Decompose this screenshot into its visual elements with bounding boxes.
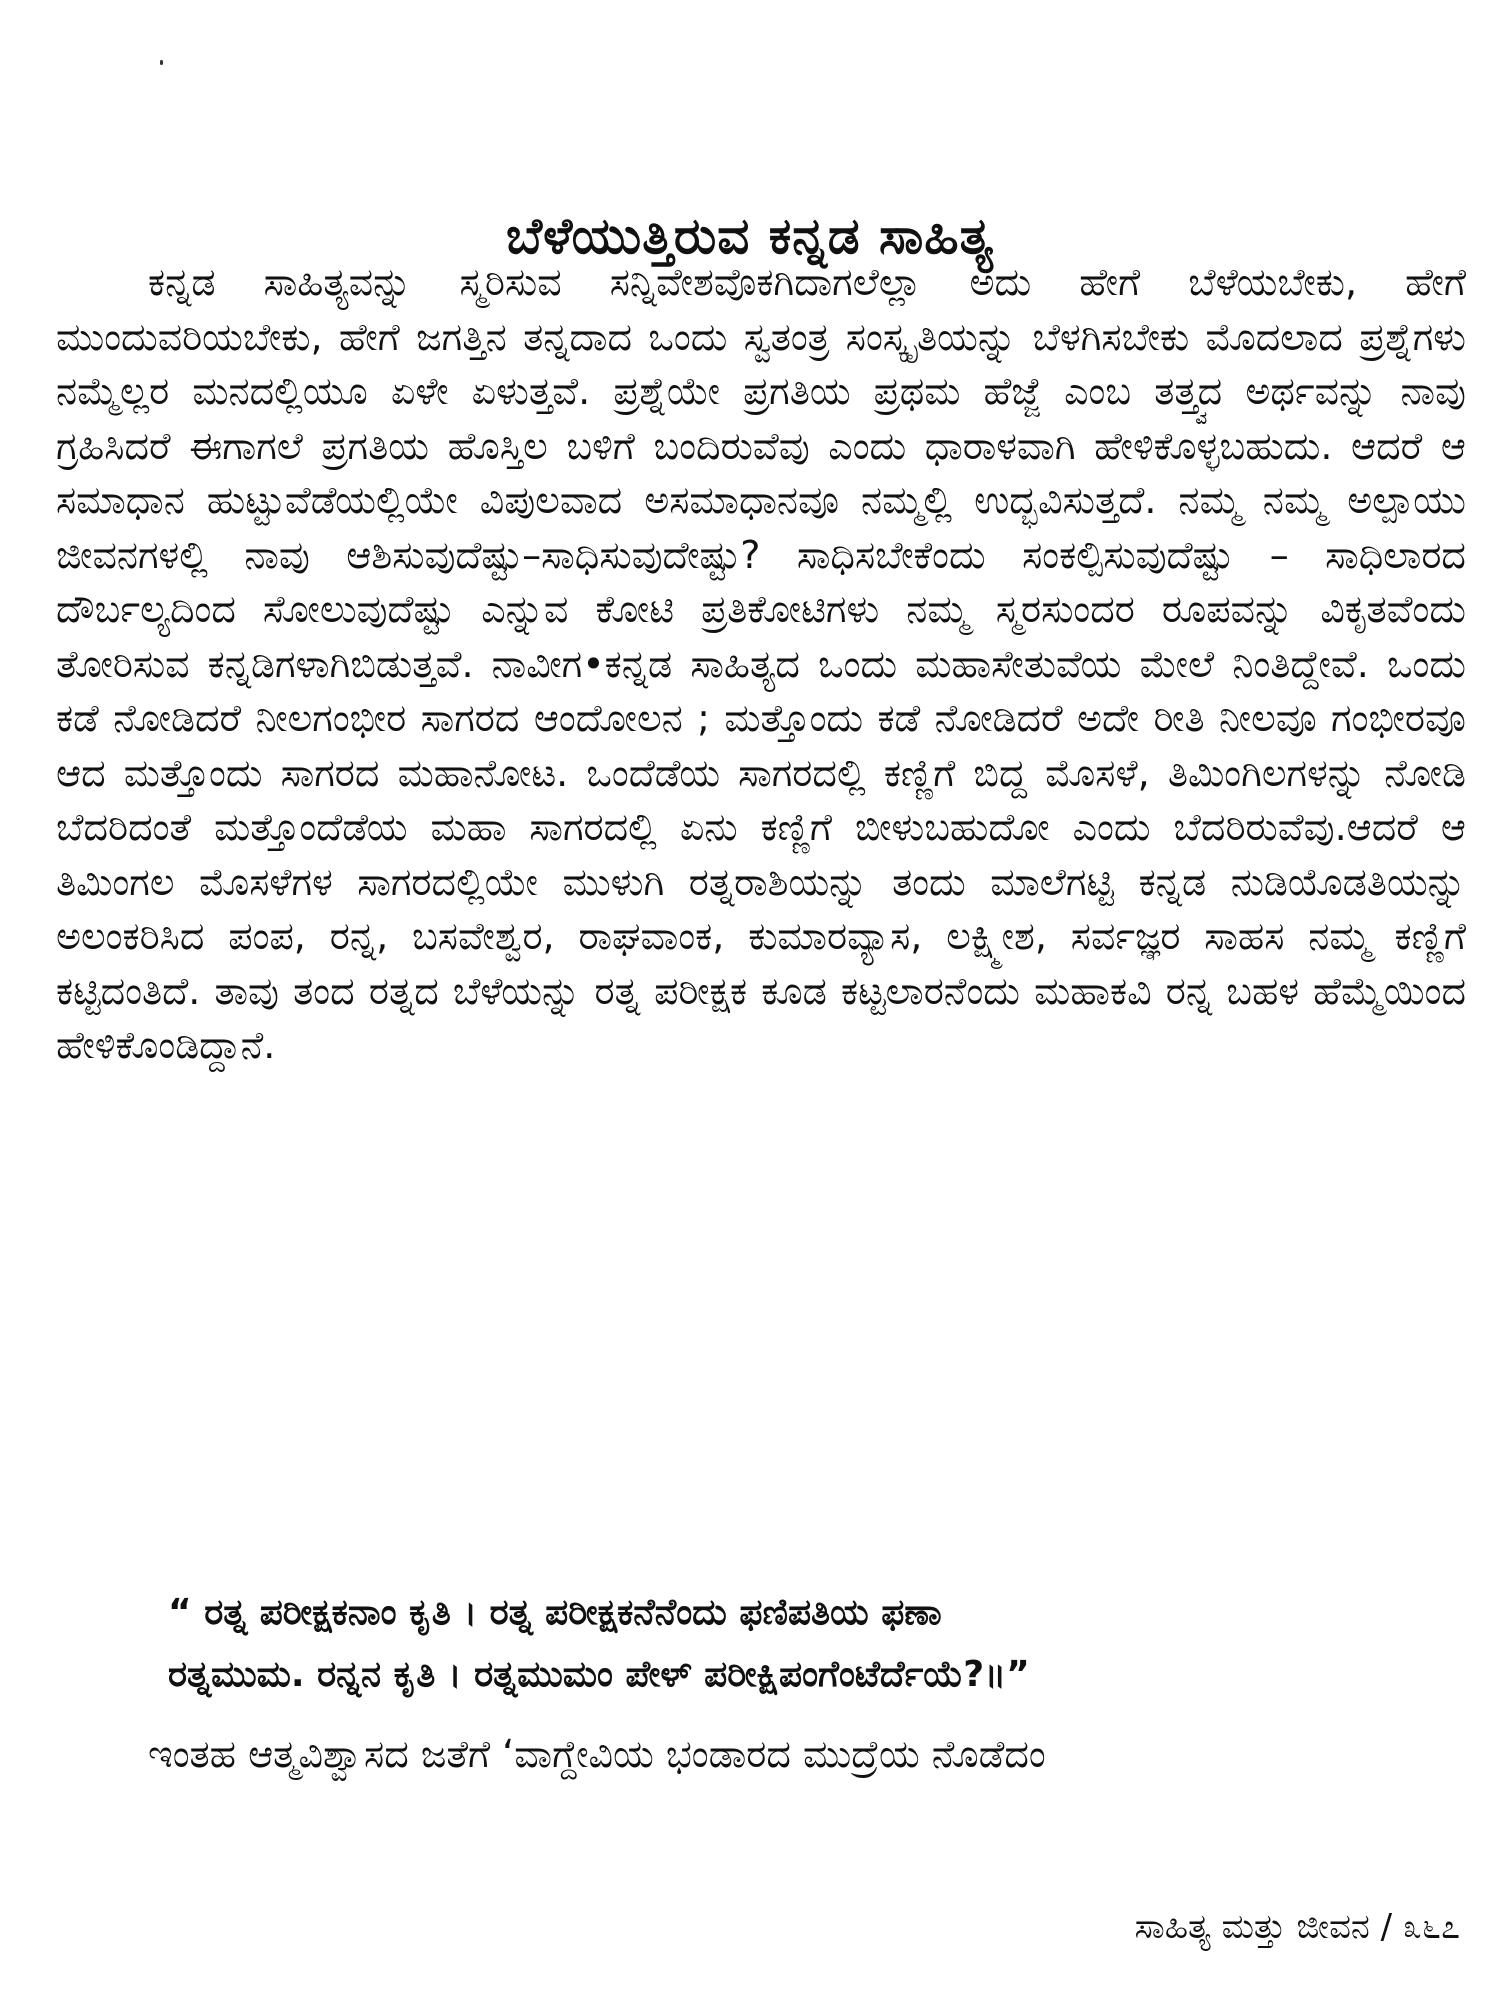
- page-footer: ಸಾಹಿತ್ಯ ಮತ್ತು ಜೀವನ / ೩೬೭: [1134, 1907, 1460, 1947]
- page-title: ಬೆಳೆಯುತ್ತಿರುವ ಕನ್ನಡ ಸಾಹಿತ್ಯ: [505, 206, 994, 265]
- verse-line-2: ರತ್ನಮುಮ. ರನ್ನನ ಕೃತಿ । ರತ್ನಮುಮಂ ಪೇಳ್ ಪರೀಕ್ಷಿಪಂಗೆಂಟೆರ್ದೆಯೆ?॥”: [168, 1654, 1030, 1695]
- verse-quote: [168, 1582, 1468, 1706]
- scan-speck: [160, 60, 163, 65]
- verse-line-1: “ ರತ್ನ ಪರೀಕ್ಷಕನಾಂ ಕೃತಿ । ರತ್ನ ಪರೀಕ್ಷಕನೆನೆಂದು ಫಣಿಪತಿಯ ಫಣಾ: [168, 1592, 942, 1633]
- closing-paragraph: ಇಂತಹ ಆತ್ಮವಿಶ್ವಾಸದ ಜತೆಗೆ ‘ವಾಗ್ದೇವಿಯ ಭಂಡಾರದ ಮುದ್ರೆಯ ನೊಡೆದಂ: [148, 1732, 1046, 1776]
- body-paragraph: ಕನ್ನಡ ಸಾಹಿತ್ಯವನ್ನು ಸ್ಮರಿಸುವ ಸನ್ನಿವೇಶವೊಕಗಿದಾಗಲೆಲ್ಲಾ ಅದು ಹೇಗೆ ಬೆಳೆಯಬೇಕು, ಹೇಗೆ ಮುಂದುವರಿಯಬೇಕು, ಹೇಗೆ ಜಗತ್ತಿನ ತನ್ನದಾದ ಒಂದು ಸ್ವತಂತ್ರ ಸಂಸ್ಕೃತಿಯನ್ನು ಬೆಳಗಿಸಬೇಕು ಮೊದಲಾದ ಪ್ರಶ್ನೆಗಳು ನಮ್ಮೆಲ್ಲರ ಮನದಲ್ಲಿಯೂ ಏಳೇ ಏಳುತ್ತವೆ. ಪ್ರಶ್ನೆಯೇ ಪ್ರಗತಿಯ ಪ್ರಥಮ ಹೆಜ್ಜೆ ಎಂಬ ತತ್ತ್ವದ ಅರ್ಥವನ್ನು ನಾವು ಗ್ರಹಿಸಿದರೆ ಈಗಾಗಲೆ ಪ್ರಗತಿಯ ಹೊಸ್ತಿಲ ಬಳಿಗೆ ಬಂದಿರುವೆವು ಎಂದು ಧಾರಾಳವಾಗಿ ಹೇಳಿಕೊಳ್ಳಬಹುದು. ಆದರೆ ಆ ಸಮಾಧಾನ ಹುಟ್ಟುವೆಡೆಯಲ್ಲಿಯೇ ವಿಪುಲವಾದ ಅಸಮಾಧಾನವೂ ನಮ್ಮಲ್ಲಿ ಉದ್ಭವಿಸುತ್ತದೆ. ನಮ್ಮ ನಮ್ಮ ಅಲ್ಪಾಯು ಜೀವನಗಳಲ್ಲಿ ನಾವು ಆಶಿಸುವುದೆಷ್ಟು–ಸಾಧಿಸುವುದೇಷ್ಟು? ಸಾಧಿಸಬೇಕೆಂದು ಸಂಕಲ್ಪಿಸುವುದೆಷ್ಟು – ಸಾಧಿಲಾರದ ದೌರ್ಬಲ್ಯದಿಂದ ಸೋಲುವುದೆಷ್ಟು ಎನ್ನುವ ಕೋಟಿ ಪ್ರತಿಕೋಟಿಗಳು ನಮ್ಮ ಸ್ಮರಸುಂದರ ರೂಪವನ್ನು ವಿಕೃತವೆಂದು ತೋರಿಸುವ ಕನ್ನಡಿಗಳಾಗಿಬಿಡುತ್ತವೆ. ನಾವೀಗ•ಕನ್ನಡ ಸಾಹಿತ್ಯದ ಒಂದು ಮಹಾಸೇತುವೆಯ ಮೇಲೆ ನಿಂತಿದ್ದೇವೆ. ಒಂದು ಕಡೆ ನೋಡಿದರೆ ನೀಲಗಂಭೀರ ಸಾಗರದ ಆಂದೋಲನ ; ಮತ್ತೊಂದು ಕಡೆ ನೋಡಿದರೆ ಅದೇ ರೀತಿ ನೀಲವೂ ಗಂಭೀರವೂ ಆದ ಮತ್ತೊಂದು ಸಾಗರದ ಮಹಾನೋಟ. ಒಂದೆಡೆಯ ಸಾಗರದಲ್ಲಿ ಕಣ್ಣಿಗೆ ಬಿದ್ದ ಮೊಸಳೆ, ತಿಮಿಂಗಿಲಗಳನ್ನು ನೋಡಿ ಬೆದರಿದಂತೆ ಮತ್ತೊಂದೆಡೆಯ ಮಹಾ ಸಾಗರದಲ್ಲಿ ಏನು ಕಣ್ಣಿಗೆ ಬೀಳುಬಹುದೋ ಎಂದು ಬೆದರಿರುವೆವು.ಆದರೆ ಆ ತಿಮಿಂಗಲ ಮೊಸಳೆಗಳ ಸಾಗರದಲ್ಲಿಯೇ ಮುಳುಗಿ ರತ್ನರಾಶಿಯನ್ನು ತಂದು ಮಾಲೆಗಟ್ಟಿ ಕನ್ನಡ ನುಡಿಯೊಡತಿಯನ್ನು ಅಲಂಕರಿಸಿದ ಪಂಪ, ರನ್ನ, ಬಸವೇಶ್ವರ, ರಾಘವಾಂಕ, ಕುಮಾರವ್ಯಾಸ, ಲಕ್ಷ್ಮೀಶ, ಸರ್ವಜ್ಞರ ಸಾಹಸ ನಮ್ಮ ಕಣ್ಣಿಗೆ ಕಟ್ಟಿದಂತಿದೆ. ತಾವು ತಂದ ರತ್ನದ ಬೆಳೆಯನ್ನು ರತ್ನ ಪರೀಕ್ಷಕ ಕೂಡ ಕಟ್ಟಲಾರನೆಂದು ಮಹಾಕವಿ ರನ್ನ ಬಹಳ ಹೆಮ್ಮೆಯಿಂದ ಹೇಳಿಕೊಂಡಿದ್ದಾನೆ.: [56, 260, 1466, 1067]
